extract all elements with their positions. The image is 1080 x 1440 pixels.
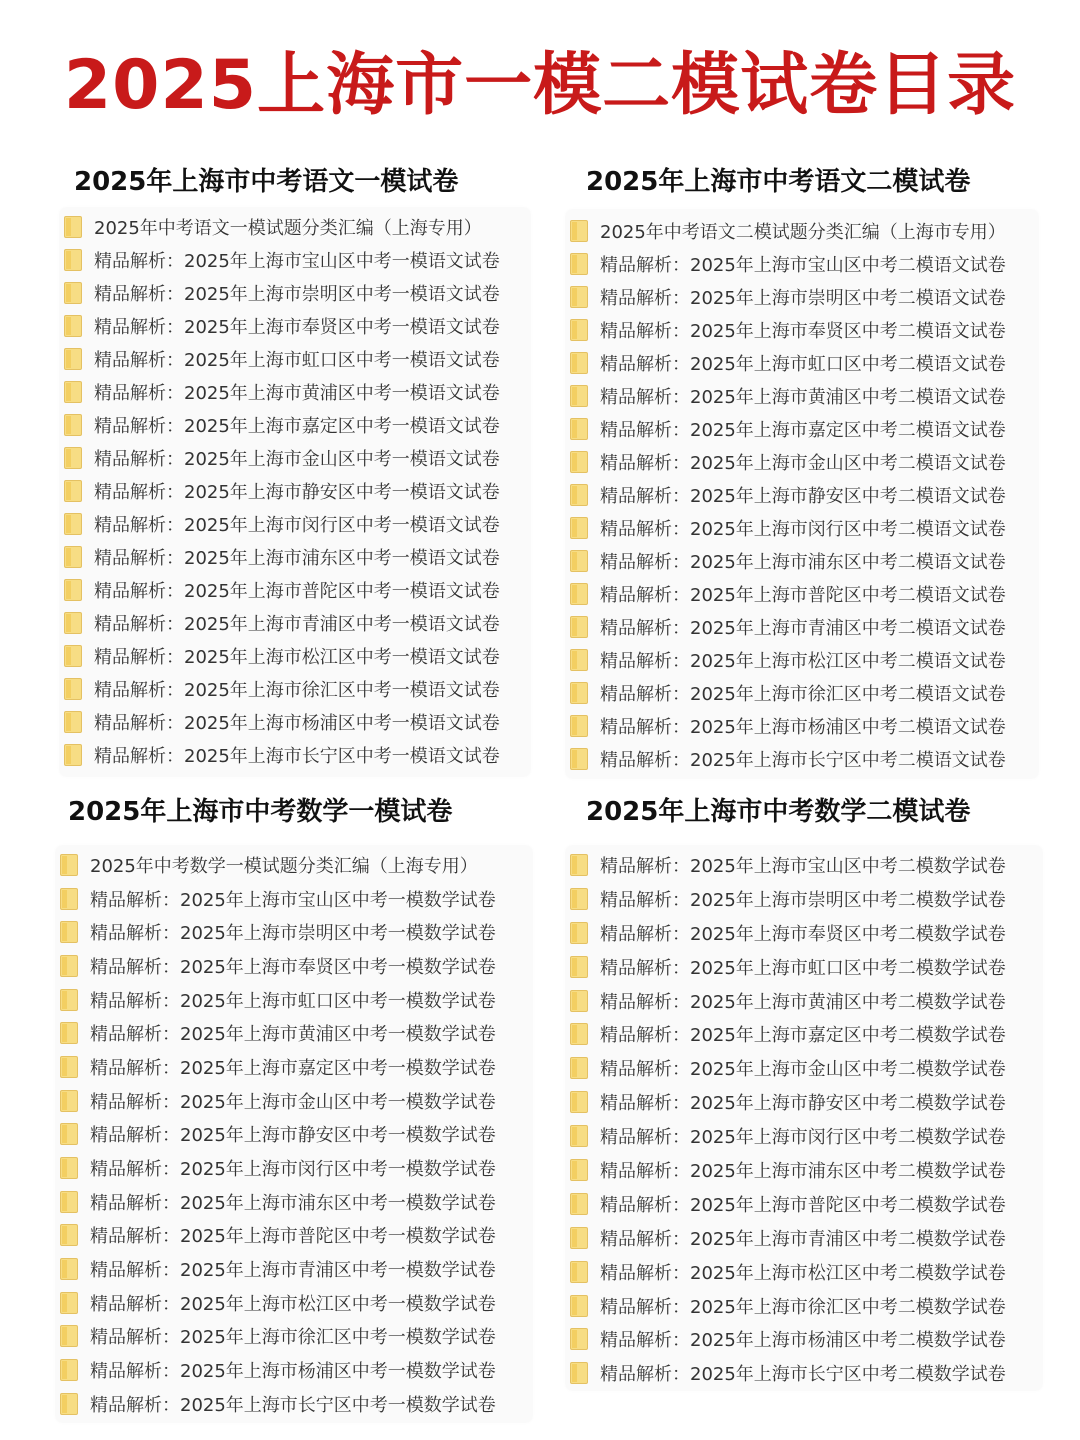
file-label: 精品解析：2025年上海市宝山区中考二模语文试卷 [600,254,1006,276]
file-label: 精品解析：2025年上海市虹口区中考二模数学试卷 [600,957,1006,979]
folder-icon [570,1227,588,1249]
folder-icon [570,286,588,308]
file-label: 精品解析：2025年上海市金山区中考二模语文试卷 [600,452,1006,474]
folder-icon [570,319,588,341]
file-item[interactable] [64,441,530,474]
file-label: 精品解析：2025年上海市闵行区中考一模语文试卷 [94,514,500,536]
folder-icon [60,1090,78,1112]
file-item[interactable] [64,210,530,243]
file-item[interactable] [60,983,532,1017]
file-label: 精品解析：2025年上海市静安区中考二模语文试卷 [600,485,1006,507]
file-label: 精品解析：2025年上海市金山区中考一模语文试卷 [94,448,500,470]
file-item[interactable] [64,408,530,441]
file-item[interactable] [570,916,1042,950]
file-item[interactable] [570,643,1038,676]
file-label: 精品解析：2025年上海市虹口区中考一模语文试卷 [94,349,500,371]
file-panel-math-mock-1 [56,846,532,1422]
file-item[interactable] [570,984,1042,1018]
folder-icon [60,1191,78,1213]
folder-icon [570,220,588,242]
file-item[interactable] [570,1187,1042,1221]
file-panel-math-mock-2 [566,846,1042,1390]
file-item[interactable] [60,1219,532,1253]
file-item[interactable] [570,379,1038,412]
folder-icon [570,352,588,374]
folder-icon [60,1258,78,1280]
file-label: 精品解析：2025年上海市杨浦区中考一模语文试卷 [94,712,500,734]
file-label: 精品解析：2025年上海市杨浦区中考一模数学试卷 [90,1361,496,1383]
file-label: 精品解析：2025年上海市虹口区中考二模语文试卷 [600,353,1006,375]
file-item[interactable] [60,1084,532,1118]
file-label: 精品解析：2025年上海市普陀区中考一模语文试卷 [94,580,500,602]
file-label: 精品解析：2025年上海市崇明区中考二模数学试卷 [600,889,1006,911]
file-label: 精品解析：2025年上海市松江区中考二模语文试卷 [600,650,1006,672]
file-list [566,846,1042,1390]
file-label: 2025年中考语文一模试题分类汇编（上海专用） [94,217,482,239]
file-item[interactable] [64,705,530,738]
file-item[interactable] [60,1252,532,1286]
file-item[interactable] [64,606,530,639]
file-label: 精品解析：2025年上海市金山区中考二模数学试卷 [600,1059,1006,1081]
folder-icon [64,414,82,436]
file-item[interactable] [570,1322,1042,1356]
file-item[interactable] [570,848,1042,882]
file-label: 精品解析：2025年上海市崇明区中考一模数学试卷 [90,923,496,945]
folder-icon [570,990,588,1012]
file-label: 精品解析：2025年上海市青浦区中考二模语文试卷 [600,617,1006,639]
folder-icon [570,1091,588,1113]
file-label: 精品解析：2025年上海市奉贤区中考二模语文试卷 [600,320,1006,342]
file-item[interactable] [570,1153,1042,1187]
folder-icon [570,253,588,275]
folder-icon [60,1292,78,1314]
folder-icon [570,484,588,506]
folder-icon [64,678,82,700]
section-math-mock-1 [50,794,520,830]
folder-icon [570,1057,588,1079]
file-item[interactable] [570,882,1042,916]
file-label: 精品解析：2025年上海市黄浦区中考一模数学试卷 [90,1024,496,1046]
file-label: 精品解析：2025年上海市徐汇区中考一模数学试卷 [90,1327,496,1349]
file-list [60,208,530,771]
file-label: 精品解析：2025年上海市闵行区中考二模语文试卷 [600,518,1006,540]
file-label: 精品解析：2025年上海市奉贤区中考一模语文试卷 [94,316,500,338]
file-item[interactable] [570,214,1038,247]
file-label: 精品解析：2025年上海市青浦区中考一模语文试卷 [94,613,500,635]
folder-icon [570,748,588,770]
file-item[interactable] [570,313,1038,346]
file-label: 精品解析：2025年上海市宝山区中考一模数学试卷 [90,889,496,911]
page-title: 2025上海市一模二模试卷目录 [63,46,1017,125]
folder-icon [570,418,588,440]
file-item[interactable] [570,1255,1042,1289]
folder-icon [60,1157,78,1179]
file-label: 精品解析：2025年上海市长宁区中考一模语文试卷 [94,745,500,767]
file-label: 精品解析：2025年上海市宝山区中考二模数学试卷 [600,855,1006,877]
file-item[interactable] [60,1151,532,1185]
file-item[interactable] [570,1119,1042,1153]
folder-icon [64,381,82,403]
folder-icon [64,546,82,568]
folder-icon [60,921,78,943]
folder-icon [64,315,82,337]
file-label: 精品解析：2025年上海市奉贤区中考一模数学试卷 [90,956,496,978]
file-label: 精品解析：2025年上海市青浦区中考二模数学试卷 [600,1228,1006,1250]
folder-icon [570,682,588,704]
file-item[interactable] [60,949,532,983]
section-chinese-mock-1 [56,164,526,200]
section-heading: 2025年上海市中考语文一模试卷 [64,164,468,200]
file-label: 精品解析：2025年上海市浦东区中考二模语文试卷 [600,551,1006,573]
folder-icon [60,854,78,876]
file-item[interactable] [60,1353,532,1387]
folder-icon [64,513,82,535]
file-label: 精品解析：2025年上海市嘉定区中考二模数学试卷 [600,1025,1006,1047]
file-item[interactable] [60,1050,532,1084]
folder-icon [570,888,588,910]
file-item[interactable] [570,676,1038,709]
folder-icon [64,216,82,238]
file-item[interactable] [64,639,530,672]
file-label: 精品解析：2025年上海市黄浦区中考一模语文试卷 [94,382,500,404]
folder-icon [570,1193,588,1215]
folder-icon [60,1224,78,1246]
folder-icon [570,956,588,978]
file-item[interactable] [60,848,532,882]
file-item[interactable] [570,1017,1042,1051]
file-label: 2025年中考数学一模试题分类汇编（上海专用） [90,855,478,877]
file-item[interactable] [64,243,530,276]
file-item[interactable] [64,672,530,705]
file-item[interactable] [570,247,1038,280]
folder-icon [60,1022,78,1044]
file-item[interactable] [64,474,530,507]
section-heading: 2025年上海市中考语文二模试卷 [576,164,980,200]
file-item[interactable] [60,1118,532,1152]
file-label: 精品解析：2025年上海市奉贤区中考二模数学试卷 [600,923,1006,945]
file-list [566,210,1038,775]
file-panel-chinese-mock-2 [566,210,1038,778]
section-heading: 2025年上海市中考数学一模试卷 [58,794,462,830]
file-label: 精品解析：2025年上海市徐汇区中考一模语文试卷 [94,679,500,701]
file-item[interactable] [570,1051,1042,1085]
file-label: 精品解析：2025年上海市崇明区中考一模语文试卷 [94,283,500,305]
file-label: 精品解析：2025年上海市长宁区中考二模语文试卷 [600,749,1006,771]
file-item[interactable] [64,573,530,606]
file-label: 精品解析：2025年上海市普陀区中考一模数学试卷 [90,1226,496,1248]
file-item[interactable] [60,1387,532,1421]
folder-icon [60,1056,78,1078]
file-item[interactable] [570,280,1038,313]
folder-icon [570,854,588,876]
folder-icon [64,480,82,502]
file-item[interactable] [570,1085,1042,1119]
file-item[interactable] [570,577,1038,610]
file-label: 精品解析：2025年上海市静安区中考一模语文试卷 [94,481,500,503]
file-item[interactable] [64,375,530,408]
folder-icon [570,616,588,638]
file-list [56,846,532,1421]
file-item[interactable] [60,1286,532,1320]
file-label: 精品解析：2025年上海市金山区中考一模数学试卷 [90,1091,496,1113]
folder-icon [570,451,588,473]
folder-icon [64,447,82,469]
file-item[interactable] [570,1221,1042,1255]
folder-icon [60,1393,78,1415]
folder-icon [570,1125,588,1147]
file-label: 精品解析：2025年上海市虹口区中考一模数学试卷 [90,990,496,1012]
folder-icon [60,1325,78,1347]
folder-icon [570,550,588,572]
file-item[interactable] [570,610,1038,643]
folder-icon [60,1123,78,1145]
file-item[interactable] [570,511,1038,544]
folder-icon [60,888,78,910]
file-item[interactable] [64,309,530,342]
file-label: 精品解析：2025年上海市嘉定区中考一模语文试卷 [94,415,500,437]
file-label: 精品解析：2025年上海市嘉定区中考一模数学试卷 [90,1057,496,1079]
file-item[interactable] [570,445,1038,478]
file-item[interactable] [570,709,1038,742]
file-label: 精品解析：2025年上海市嘉定区中考二模语文试卷 [600,419,1006,441]
file-label: 精品解析：2025年上海市松江区中考二模数学试卷 [600,1262,1006,1284]
file-item[interactable] [570,742,1038,775]
folder-icon [64,612,82,634]
file-item[interactable] [60,1016,532,1050]
file-label: 精品解析：2025年上海市杨浦区中考二模语文试卷 [600,716,1006,738]
folder-icon [570,1261,588,1283]
file-item[interactable] [570,1289,1042,1323]
folder-icon [64,249,82,271]
folder-icon [60,989,78,1011]
folder-icon [570,1295,588,1317]
folder-icon [64,348,82,370]
file-label: 精品解析：2025年上海市浦东区中考一模语文试卷 [94,547,500,569]
folder-icon [570,922,588,944]
file-label: 精品解析：2025年上海市徐汇区中考二模数学试卷 [600,1296,1006,1318]
file-label: 2025年中考语文二模试题分类汇编（上海市专用） [600,221,1006,243]
file-label: 精品解析：2025年上海市黄浦区中考二模语文试卷 [600,386,1006,408]
file-item[interactable] [570,544,1038,577]
file-item[interactable] [64,738,530,771]
file-item[interactable] [60,915,532,949]
folder-icon [570,1023,588,1045]
file-item[interactable] [64,276,530,309]
folder-icon [570,649,588,671]
folder-icon [570,715,588,737]
file-item[interactable] [570,478,1038,511]
file-label: 精品解析：2025年上海市静安区中考一模数学试卷 [90,1125,496,1147]
file-label: 精品解析：2025年上海市杨浦区中考二模数学试卷 [600,1330,1006,1352]
folder-icon [570,1362,588,1384]
folder-icon [64,579,82,601]
section-math-mock-2 [568,794,1038,830]
folder-icon [60,1359,78,1381]
file-label: 精品解析：2025年上海市崇明区中考二模语文试卷 [600,287,1006,309]
file-item[interactable] [64,540,530,573]
folder-icon [64,282,82,304]
file-item[interactable] [60,1320,532,1354]
file-item[interactable] [570,950,1042,984]
file-item[interactable] [64,342,530,375]
file-label: 精品解析：2025年上海市静安区中考二模数学试卷 [600,1093,1006,1115]
file-label: 精品解析：2025年上海市黄浦区中考二模数学试卷 [600,991,1006,1013]
file-item[interactable] [60,882,532,916]
section-chinese-mock-2 [568,164,1038,200]
file-label: 精品解析：2025年上海市青浦区中考一模数学试卷 [90,1260,496,1282]
file-label: 精品解析：2025年上海市普陀区中考二模数学试卷 [600,1194,1006,1216]
file-label: 精品解析：2025年上海市浦东区中考二模数学试卷 [600,1160,1006,1182]
file-label: 精品解析：2025年上海市闵行区中考二模数学试卷 [600,1127,1006,1149]
folder-icon [64,744,82,766]
file-label: 精品解析：2025年上海市松江区中考一模数学试卷 [90,1293,496,1315]
file-label: 精品解析：2025年上海市普陀区中考二模语文试卷 [600,584,1006,606]
folder-icon [64,645,82,667]
file-item[interactable] [60,1185,532,1219]
section-heading: 2025年上海市中考数学二模试卷 [576,794,980,830]
file-panel-chinese-mock-1 [60,208,530,776]
file-label: 精品解析：2025年上海市长宁区中考二模数学试卷 [600,1364,1006,1386]
file-label: 精品解析：2025年上海市徐汇区中考二模语文试卷 [600,683,1006,705]
file-item[interactable] [570,1356,1042,1390]
file-label: 精品解析：2025年上海市浦东区中考一模数学试卷 [90,1192,496,1214]
folder-icon [570,385,588,407]
folder-icon [64,711,82,733]
file-item[interactable] [570,412,1038,445]
file-label: 精品解析：2025年上海市闵行区中考一模数学试卷 [90,1159,496,1181]
file-item[interactable] [570,346,1038,379]
folder-icon [60,955,78,977]
folder-icon [570,517,588,539]
file-label: 精品解析：2025年上海市松江区中考一模语文试卷 [94,646,500,668]
folder-icon [570,1159,588,1181]
folder-icon [570,583,588,605]
file-label: 精品解析：2025年上海市长宁区中考一模数学试卷 [90,1394,496,1416]
file-label: 精品解析：2025年上海市宝山区中考一模语文试卷 [94,250,500,272]
file-item[interactable] [64,507,530,540]
folder-icon [570,1328,588,1350]
